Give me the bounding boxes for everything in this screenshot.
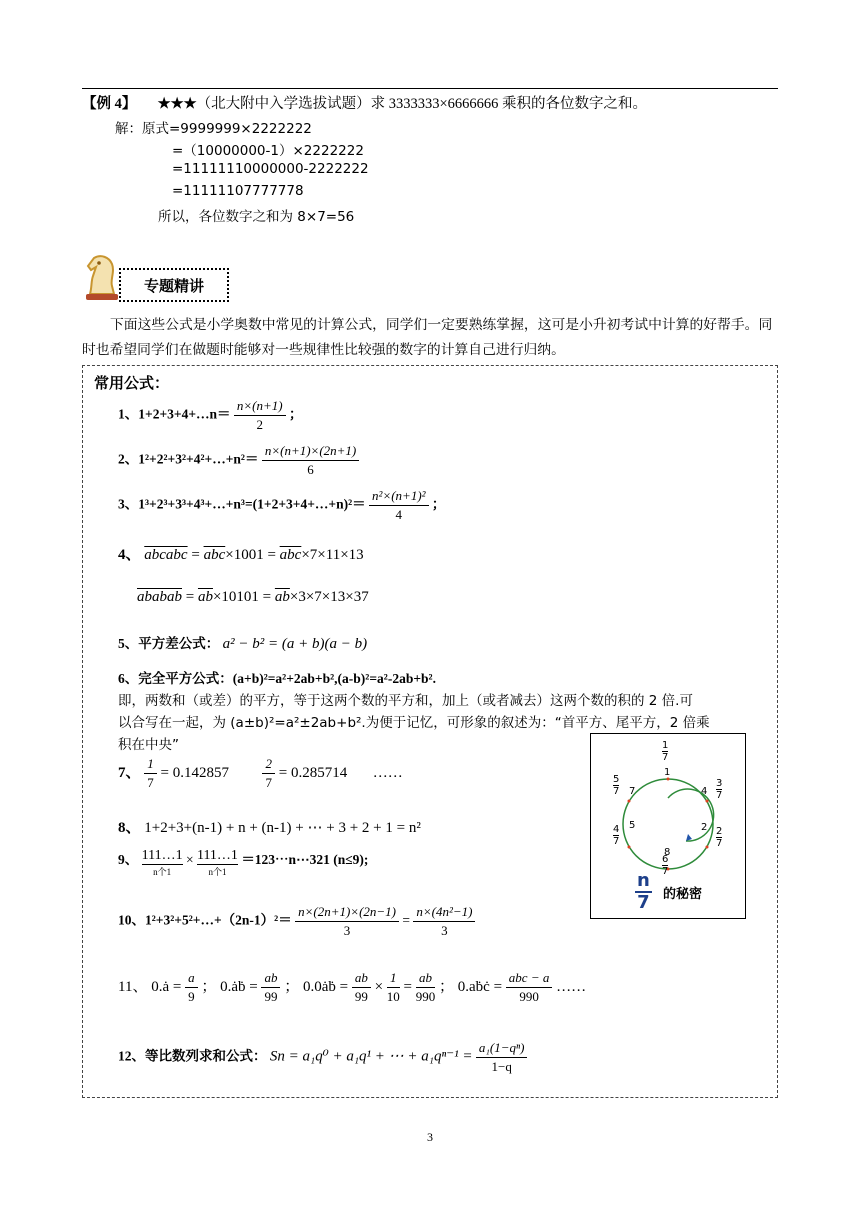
example-tag: 【例 4】 <box>82 96 137 112</box>
n-over-7-title: n 7 <box>637 870 650 913</box>
formula-9: 9、 111…1 n个1 × 111…1 n个1 ＝123⋯n⋯321 (n≤9); <box>118 848 369 877</box>
formula-4b: ababab = $\overline{ab}\times 10101 = \overline{ab}\times 3\times 7\times 13\times 37$ <box>137 589 369 605</box>
formula-7: 7、 $\frac{1}{7}$ = 0.142857 $\frac{2}{7}$ = 0.285714 …… <box>118 756 403 790</box>
digit-7: 7 <box>629 786 636 797</box>
solution-line-4: =11111107777778 <box>172 183 304 199</box>
fraction-5-7: 5 7 <box>613 774 620 797</box>
digit-8: 8 <box>664 847 671 858</box>
formula-4a: 4、 abcabc = $\overline{abc}\times 1001 = \overline{abc}\times 7\times 11\times 13$ <box>118 547 364 563</box>
section-title: 专题精讲 <box>119 268 229 302</box>
solution-line-1: 解：原式=9999999×2222222 <box>115 121 312 137</box>
example-question: 求 3333333×6666666 乘积的各位数字之和。 <box>370 96 648 112</box>
fraction-6-7: 6 7 <box>662 854 669 877</box>
fraction-2-7: 2 7 <box>716 826 723 849</box>
formula-heading: 常用公式： <box>94 374 170 392</box>
fraction-1-7: 1 7 <box>662 740 669 763</box>
example-header <box>82 92 647 113</box>
formula-1-fraction: $\frac{n\times(n+1)}{2}$ <box>234 398 286 433</box>
knight-logo-icon <box>82 250 122 302</box>
fraction-4-7: 4 7 <box>613 824 620 847</box>
top-rule <box>82 88 778 89</box>
solution-line-2: =（10000000-1）×2222222 <box>172 143 364 159</box>
formula-2: 2、1²+2²+3²+4²+…+n²＝ $\frac{n\times(n+1)\times(2n+1)}{6}$ <box>118 443 359 478</box>
example-source: （北大附中入学选拔试题） <box>196 96 371 112</box>
solution-conclusion: 所以，各位数字之和为 8×7=56 <box>158 209 355 225</box>
fraction-3-7: 3 7 <box>716 778 723 801</box>
formula-6: 6、完全平方公式：(a+b)²=a²+2ab+b²,(a-b)²=a²-2ab+b². <box>118 671 436 686</box>
page-number: 3 <box>427 1130 433 1144</box>
secret-caption: 的秘密 <box>663 887 703 902</box>
formula-3-fraction: $\frac{\text{n²×(n+1)²}}{4}$ <box>369 488 429 523</box>
intro-paragraph: 下面这些公式是小学奥数中常见的计算公式，同学们一定要熟练掌握，这可是小升初考试中计算的好帮手。同时也希望同学们在做题时能够对一些规律性比较强的数字的计算自己进行归纳。 <box>82 317 773 358</box>
formula-1: 1、1+2+3+4+…n＝ $\frac{n\times(n+1)}{2}$ ； <box>118 398 303 432</box>
digit-4: 4 <box>701 786 708 797</box>
solution-line-3: =11111110000000-2222222 <box>172 161 369 177</box>
formula-6-explain-3: 积在中央” <box>118 737 179 753</box>
digit-2: 2 <box>701 822 708 833</box>
formula-6-explain-2: 以合写在一起，为 (a±b)²=a²±2ab+b².为便于记忆，可形象的叙述为：“首平方、尾平方，2 倍乘 <box>118 715 710 731</box>
n-over-7-diagram <box>590 733 746 919</box>
digit-5: 5 <box>629 820 636 831</box>
digit-1: 1 <box>664 767 671 778</box>
formula-11: 11、 0.ȧ = $\frac{a}{9}$ ； 0.ȧḃ = $\frac{ab}{99}$ ； 0.0ȧḃ = $\frac{ab}{99}$ × $\frac{1}{10}$ = $\frac{ab}{990}$ ； 0.aḃċ = $\frac{\text{abc − a}}{990}$ …… <box>118 970 587 1004</box>
formula-10: 10、1²+3²+5²+…+（2n-1）²＝ $\frac{n\times(2n+1)\times(2n-1)}{3}$ = $\frac{\text{n×(4n²−1)}}{3}$ <box>118 904 475 939</box>
formula-8: 8、 1+2+3+(n-1) + n + (n-1) + ⋯ + 3 + 2 + 1 = n² <box>118 820 421 836</box>
formula-6-explain-1: 即，两数和（或差）的平方，等于这两个数的平方和，加上（或者减去）这两个数的积的 2 倍.可 <box>118 693 693 709</box>
formula-12: 12、等比数列求和公式： Sn = a₁q⁰ + a₁q¹ + ⋯ + a₁qⁿ⁻¹ = $\frac{\text{a₁(1−qⁿ)}}{1-q}$ <box>118 1040 527 1075</box>
formula-2-fraction: $\frac{n\times(n+1)\times(2n+1)}{6}$ <box>262 443 359 478</box>
formula-3: 3、1³+2³+3³+4³+…+n³=(1+2+3+4+…+n)²＝ $\frac{\text{n²×(n+1)²}}{4}$ ； <box>118 488 446 522</box>
formula-5: 5、平方差公式： a² − b² = (a + b)(a − b) <box>118 636 368 652</box>
difficulty-stars: ★★★ <box>157 96 197 112</box>
